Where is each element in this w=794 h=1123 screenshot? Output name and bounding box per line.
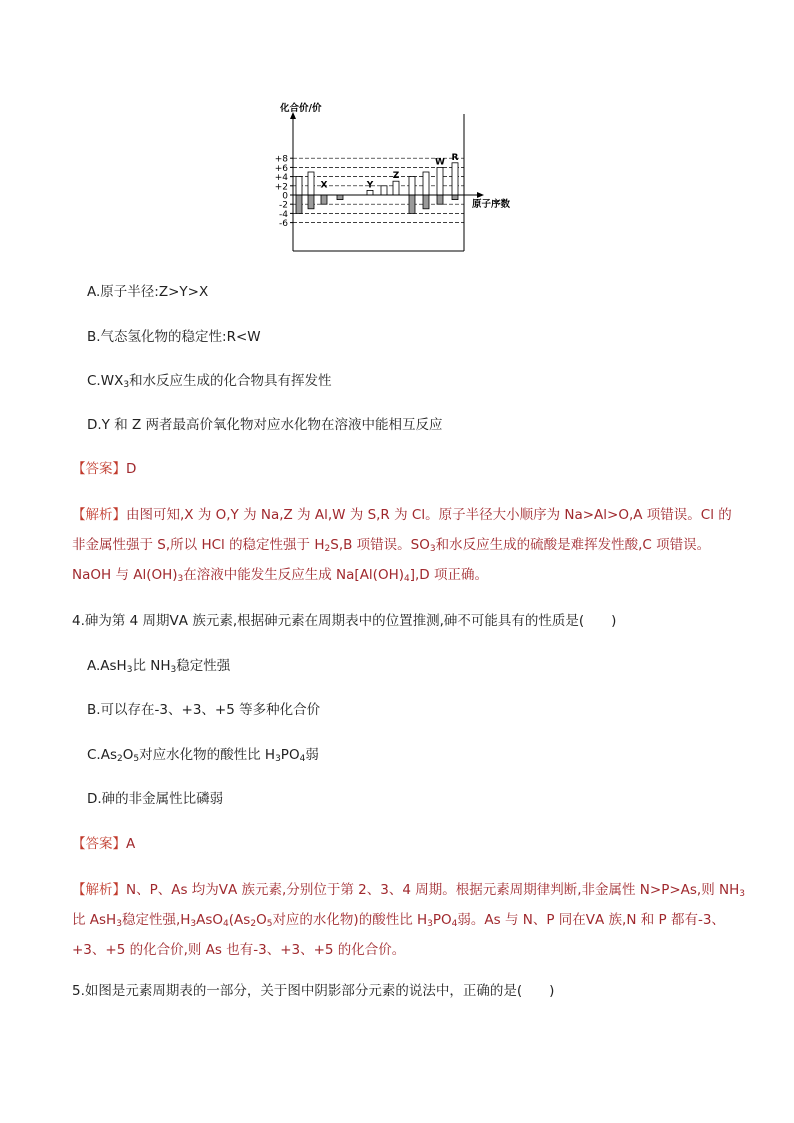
q4-stem: 4.砷为第 4 周期ⅤA 族元素,根据砷元素在周期表中的位置推测,砷不可能具有的性质是( ) — [72, 613, 617, 629]
q3-option-c: $C.WX_3$和水反应生成的化合物具有挥发性 — [87, 373, 332, 390]
valence-bar-pos — [452, 163, 458, 195]
valence-bar-neg — [452, 195, 458, 200]
q5-stem: 5.如图是元素周期表的一部分，关于图中阴影部分元素的说法中，正确的是( ) — [72, 983, 555, 999]
y-tick-label: -4 — [279, 209, 288, 220]
valence-bar-neg — [321, 195, 327, 204]
valence-bar-pos — [367, 190, 373, 195]
q3-option-d: D.Y 和 Z 两者最高价氧化物对应水化物在溶液中能相互反应 — [87, 417, 443, 433]
valence-bar-pos — [393, 181, 399, 195]
q4-option-d: D.砷的非金属性比磷弱 — [87, 791, 224, 807]
valence-bar-neg — [308, 195, 314, 209]
x-axis-label: 原子序数 — [472, 199, 511, 210]
valence-bar-pos — [423, 172, 429, 195]
valence-bar-neg — [437, 195, 443, 204]
valence-bar-pos — [409, 177, 415, 195]
valence-bar-neg — [296, 195, 302, 213]
element-label: W — [435, 157, 445, 168]
q3-answer: 【答案】D — [72, 461, 137, 477]
q4-option-b: B.可以存在-3、+3、+5 等多种化合价 — [87, 702, 321, 718]
q4-answer: 【答案】A — [72, 836, 136, 852]
y-tick-label: 0 — [282, 191, 288, 202]
y-tick-label: -2 — [279, 200, 288, 211]
y-tick-label: +4 — [274, 173, 288, 184]
q3-analysis-line-2: 非金属性强于 S,所以 HCl 的稳定性强于 $H_2S,B$ 项错误。$SO_3$和水反应生成的硫酸是难挥发性酸,C 项错误。 — [72, 537, 711, 554]
element-label: X — [320, 180, 328, 191]
q4-option-a: A.AsH$_3$比 $NH_3$稳定性强 — [87, 658, 231, 675]
q3-analysis-line-1: 【解析】由图可知,X 为 O,Y 为 Na,Z 为 Al,W 为 S,R 为 Cl。原子半径大小顺序为 Na>Al>O,A 项错误。Cl 的 — [72, 507, 732, 523]
y-axis-label: 化合价/价 — [280, 103, 322, 114]
q3-option-a: A.原子半径:Z>Y>X — [87, 284, 209, 300]
valence-bar-pos — [437, 167, 443, 195]
y-tick-label: +8 — [274, 154, 288, 165]
x-axis-arrow — [477, 192, 484, 198]
y-tick-label: +6 — [274, 163, 288, 174]
valence-bar-pos — [308, 172, 314, 195]
q4-analysis-line-3: +3、+5 的化合价,则 As 也有-3、+3、+5 的化合价。 — [72, 942, 406, 958]
y-tick-label: +2 — [274, 182, 288, 193]
valence-bar-pos — [296, 177, 302, 195]
q4-analysis-line-1: 【解析】N、P、As 均为ⅤA 族元素,分别位于第 2、3、4 周期。根据元素周期律判断,非金属性 N>P>As,则 $NH_3$ — [72, 882, 745, 899]
valence-chart — [262, 100, 522, 260]
element-label: R — [451, 152, 459, 163]
q4-analysis-line-2: 比 AsH$_3$稳定性强$,H_3AsO_4(As_2O_5$对应的水化物)的酸性比 $H_3PO_4$弱。As 与 N、P 同在ⅤA 族,N 和 P 都有-3、 — [72, 912, 725, 929]
valence-bar-neg — [423, 195, 429, 209]
valence-bar-pos — [381, 186, 387, 195]
valence-bar-neg — [409, 195, 415, 213]
q4-option-c: $C.As_2O_5$对应水化物的酸性比 $H_3PO_4$弱 — [87, 747, 319, 764]
valence-bar-neg — [337, 195, 343, 200]
element-label: Y — [366, 180, 374, 191]
q3-option-b: B.气态氢化物的稳定性:R<W — [87, 329, 261, 345]
y-tick-label: -6 — [279, 219, 288, 230]
q3-analysis-line-3: NaOH 与 $Al(OH)_3$在溶液中能发生反应生成 $Na[Al(OH)_4],D$ 项正确。 — [72, 567, 488, 584]
element-label: Z — [392, 171, 400, 182]
